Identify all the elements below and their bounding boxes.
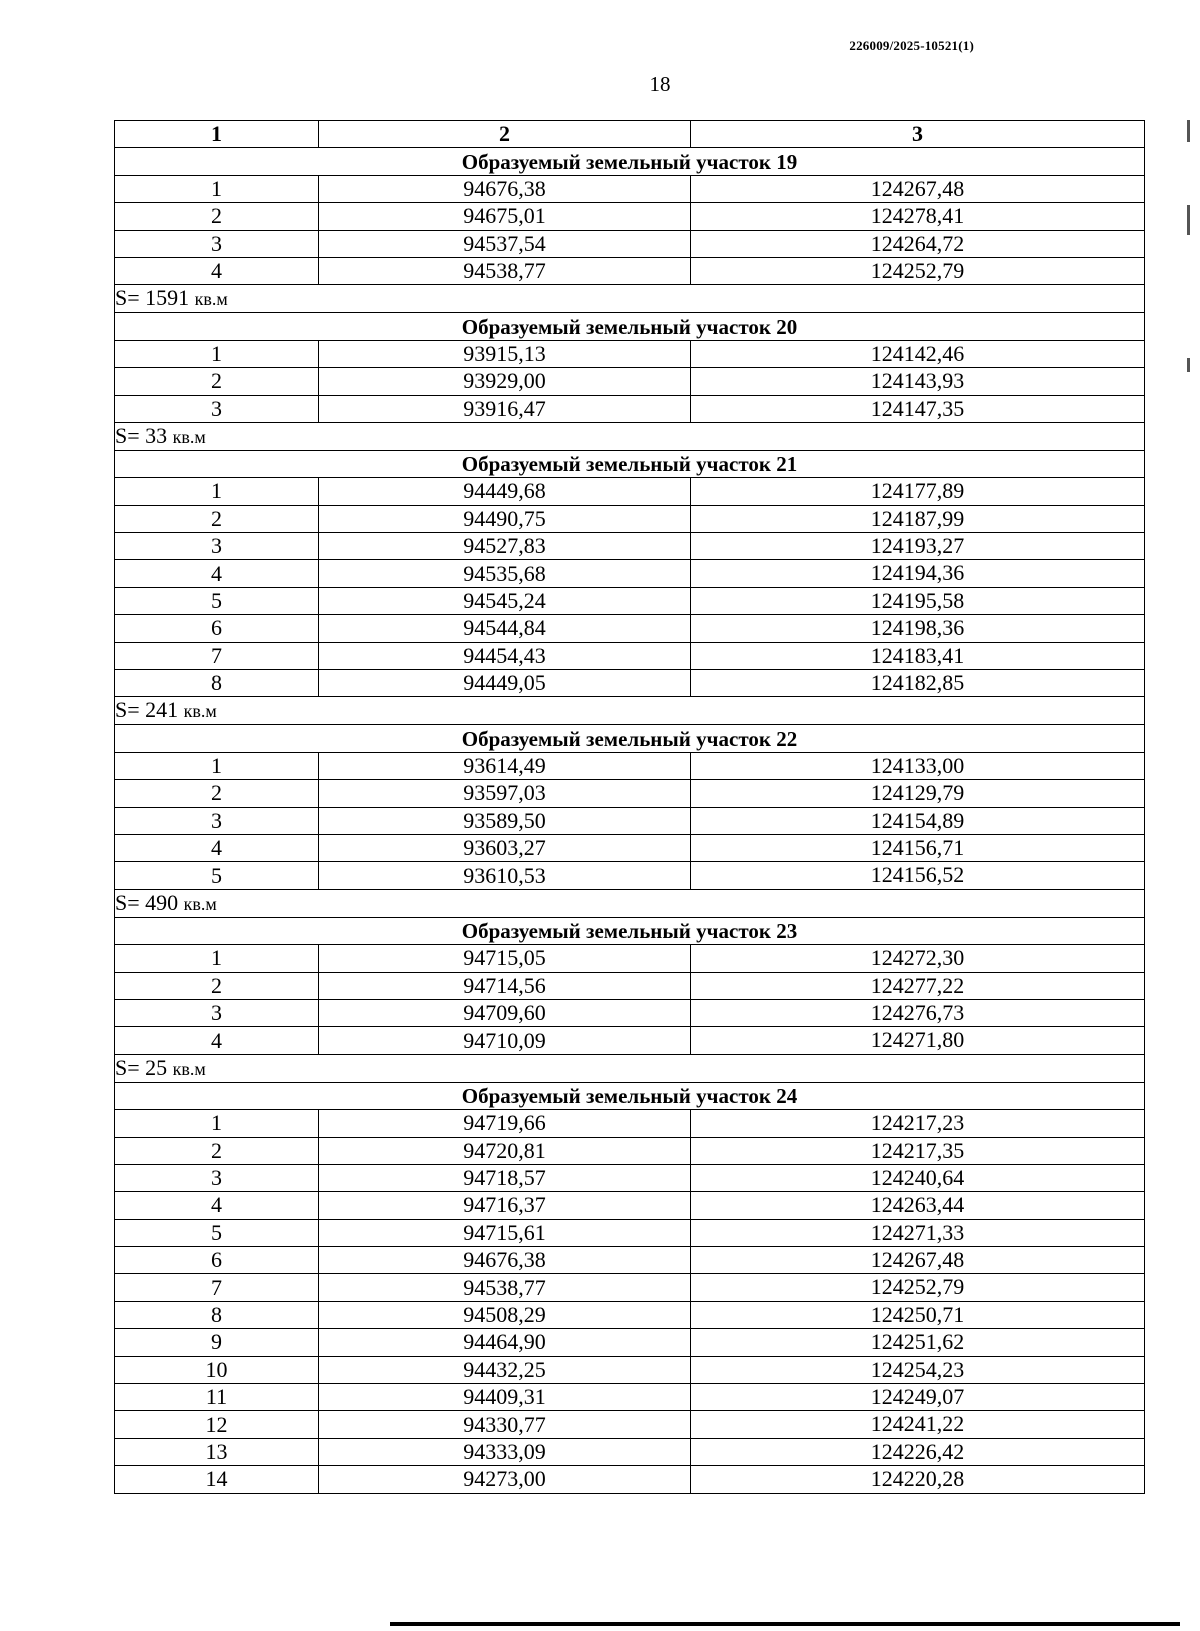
table-row [115,478,1145,505]
x-coordinate-cell: 94537,54 [319,230,691,257]
table-row [115,203,1145,230]
y-coordinate-cell: 124249,07 [691,1384,1145,1411]
x-coordinate-cell: 94714,56 [319,972,691,999]
y-coordinate-cell: 124217,35 [691,1137,1145,1164]
scan-bottom-edge [390,1622,1180,1626]
point-number-cell: 6 [115,615,319,642]
area-cell [115,422,1145,450]
x-coordinate-cell: 94535,68 [319,560,691,587]
table-row [115,1027,1145,1054]
area-row [115,697,1145,725]
area-cell [115,1054,1145,1082]
x-coordinate-cell: 94545,24 [319,587,691,614]
table-row [115,1384,1145,1411]
x-coordinate-cell: 93614,49 [319,752,691,779]
section-title: Образуемый земельный участок 22 [115,725,1145,752]
scan-edge-mark [1187,120,1190,142]
y-coordinate-cell: 124250,71 [691,1301,1145,1328]
y-coordinate-cell: 124267,48 [691,175,1145,202]
y-coordinate-cell: 124254,23 [691,1356,1145,1383]
section-title: Образуемый земельный участок 21 [115,450,1145,477]
table-row [115,780,1145,807]
point-number-cell: 1 [115,478,319,505]
section-title-row [115,450,1145,477]
table-row [115,1301,1145,1328]
section-title: Образуемый земельный участок 24 [115,1082,1145,1109]
table-row [115,1110,1145,1137]
point-number-cell: 13 [115,1438,319,1465]
table-row [115,972,1145,999]
table-row [115,230,1145,257]
y-coordinate-cell: 124220,28 [691,1466,1145,1493]
y-coordinate-cell: 124156,71 [691,834,1145,861]
point-number-cell: 2 [115,203,319,230]
column-header-y: 3 [691,121,1145,148]
document-id: 226009/2025-10521(1) [849,38,974,53]
table-row [115,752,1145,779]
x-coordinate-cell: 94709,60 [319,999,691,1026]
section-title: Образуемый земельный участок 19 [115,148,1145,175]
area-value: S= 1591 [115,285,190,311]
point-number-cell: 1 [115,752,319,779]
x-coordinate-cell: 94676,38 [319,175,691,202]
area-cell [115,697,1145,725]
point-number-cell: 1 [115,945,319,972]
y-coordinate-cell: 124272,30 [691,945,1145,972]
area-value: S= 241 [115,697,179,723]
y-coordinate-cell: 124240,64 [691,1164,1145,1191]
point-number-cell: 7 [115,1274,319,1301]
y-coordinate-cell: 124143,93 [691,368,1145,395]
scan-edge-mark [1187,358,1190,372]
table-row [115,533,1145,560]
area-value: S= 33 [115,422,168,448]
area-cell [115,889,1145,917]
section-title-row [115,313,1145,340]
point-number-cell: 5 [115,862,319,889]
y-coordinate-cell: 124271,80 [691,1027,1145,1054]
x-coordinate-cell: 94716,37 [319,1192,691,1219]
y-coordinate-cell: 124177,89 [691,478,1145,505]
scan-edge-mark [1187,205,1190,235]
x-coordinate-cell: 94720,81 [319,1137,691,1164]
table-row [115,862,1145,889]
x-coordinate-cell: 93589,50 [319,807,691,834]
column-header-x: 2 [319,121,691,148]
x-coordinate-cell: 93603,27 [319,834,691,861]
table-row [115,642,1145,669]
table-row [115,834,1145,861]
point-number-cell: 9 [115,1329,319,1356]
x-coordinate-cell: 93929,00 [319,368,691,395]
area-cell [115,285,1145,313]
table-row [115,1329,1145,1356]
y-coordinate-cell: 124264,72 [691,230,1145,257]
point-number-cell: 2 [115,972,319,999]
point-number-cell: 10 [115,1356,319,1383]
column-header-point: 1 [115,121,319,148]
y-coordinate-cell: 124198,36 [691,615,1145,642]
x-coordinate-cell: 94544,84 [319,615,691,642]
x-coordinate-cell: 94409,31 [319,1384,691,1411]
table-row [115,505,1145,532]
y-coordinate-cell: 124154,89 [691,807,1145,834]
y-coordinate-cell: 124277,22 [691,972,1145,999]
table-row [115,999,1145,1026]
y-coordinate-cell: 124183,41 [691,642,1145,669]
y-coordinate-cell: 124217,23 [691,1110,1145,1137]
table-row [115,1411,1145,1438]
y-coordinate-cell: 124142,46 [691,340,1145,367]
area-unit: кв.м [172,426,206,447]
y-coordinate-cell: 124252,79 [691,1274,1145,1301]
point-number-cell: 3 [115,230,319,257]
area-unit: кв.м [194,289,228,310]
point-number-cell: 3 [115,999,319,1026]
table-row [115,1192,1145,1219]
x-coordinate-cell: 94333,09 [319,1438,691,1465]
x-coordinate-cell: 94508,29 [319,1301,691,1328]
point-number-cell: 3 [115,807,319,834]
x-coordinate-cell: 94718,57 [319,1164,691,1191]
point-number-cell: 14 [115,1466,319,1493]
point-number-cell: 3 [115,1164,319,1191]
section-title-row [115,917,1145,944]
x-coordinate-cell: 93610,53 [319,862,691,889]
point-number-cell: 8 [115,670,319,697]
x-coordinate-cell: 94715,61 [319,1219,691,1246]
table-row [115,1219,1145,1246]
section-title-row [115,1082,1145,1109]
y-coordinate-cell: 124271,33 [691,1219,1145,1246]
point-number-cell: 4 [115,1192,319,1219]
x-coordinate-cell: 94715,05 [319,945,691,972]
area-row [115,1054,1145,1082]
coordinates-table [114,120,1145,1494]
x-coordinate-cell: 93915,13 [319,340,691,367]
point-number-cell: 7 [115,642,319,669]
y-coordinate-cell: 124193,27 [691,533,1145,560]
point-number-cell: 4 [115,834,319,861]
point-number-cell: 5 [115,587,319,614]
x-coordinate-cell: 93916,47 [319,395,691,422]
y-coordinate-cell: 124194,36 [691,560,1145,587]
y-coordinate-cell: 124251,62 [691,1329,1145,1356]
y-coordinate-cell: 124252,79 [691,257,1145,284]
section-title-row [115,725,1145,752]
x-coordinate-cell: 94449,05 [319,670,691,697]
area-value: S= 490 [115,889,179,915]
point-number-cell: 1 [115,175,319,202]
y-coordinate-cell: 124241,22 [691,1411,1145,1438]
section-title: Образуемый земельный участок 23 [115,917,1145,944]
y-coordinate-cell: 124195,58 [691,587,1145,614]
table-header [115,121,1145,148]
table-row [115,1466,1145,1493]
y-coordinate-cell: 124156,52 [691,862,1145,889]
point-number-cell: 3 [115,395,319,422]
x-coordinate-cell: 94432,25 [319,1356,691,1383]
section-title-row [115,148,1145,175]
y-coordinate-cell: 124129,79 [691,780,1145,807]
header-row [115,121,1145,148]
area-unit: кв.м [172,1058,206,1079]
table-row [115,1164,1145,1191]
table-row [115,1356,1145,1383]
y-coordinate-cell: 124276,73 [691,999,1145,1026]
point-number-cell: 1 [115,1110,319,1137]
table-row [115,1438,1145,1465]
x-coordinate-cell: 94449,68 [319,478,691,505]
y-coordinate-cell: 124182,85 [691,670,1145,697]
table-row [115,340,1145,367]
point-number-cell: 12 [115,1411,319,1438]
table-row [115,1247,1145,1274]
y-coordinate-cell: 124187,99 [691,505,1145,532]
point-number-cell: 2 [115,505,319,532]
point-number-cell: 8 [115,1301,319,1328]
x-coordinate-cell: 94273,00 [319,1466,691,1493]
area-unit: кв.м [183,893,217,914]
table-row [115,1274,1145,1301]
x-coordinate-cell: 94538,77 [319,257,691,284]
y-coordinate-cell: 124267,48 [691,1247,1145,1274]
page-number: 18 [649,72,671,96]
point-number-cell: 4 [115,560,319,587]
point-number-cell: 1 [115,340,319,367]
table-row [115,175,1145,202]
point-number-cell: 3 [115,533,319,560]
point-number-cell: 5 [115,1219,319,1246]
x-coordinate-cell: 94527,83 [319,533,691,560]
x-coordinate-cell: 94464,90 [319,1329,691,1356]
table-row [115,945,1145,972]
x-coordinate-cell: 93597,03 [319,780,691,807]
point-number-cell: 4 [115,257,319,284]
point-number-cell: 4 [115,1027,319,1054]
table-row [115,395,1145,422]
table-row [115,368,1145,395]
area-row [115,422,1145,450]
table-body [115,148,1145,1493]
area-unit: кв.м [183,701,217,722]
x-coordinate-cell: 94330,77 [319,1411,691,1438]
y-coordinate-cell: 124147,35 [691,395,1145,422]
point-number-cell: 11 [115,1384,319,1411]
y-coordinate-cell: 124226,42 [691,1438,1145,1465]
table-row [115,615,1145,642]
table-row [115,560,1145,587]
section-title: Образуемый земельный участок 20 [115,313,1145,340]
area-row [115,889,1145,917]
y-coordinate-cell: 124278,41 [691,203,1145,230]
x-coordinate-cell: 94490,75 [319,505,691,532]
point-number-cell: 6 [115,1247,319,1274]
x-coordinate-cell: 94710,09 [319,1027,691,1054]
point-number-cell: 2 [115,368,319,395]
point-number-cell: 2 [115,780,319,807]
y-coordinate-cell: 124133,00 [691,752,1145,779]
table-row [115,807,1145,834]
x-coordinate-cell: 94675,01 [319,203,691,230]
area-row [115,285,1145,313]
table-row [115,670,1145,697]
table-row [115,257,1145,284]
x-coordinate-cell: 94454,43 [319,642,691,669]
area-value: S= 25 [115,1054,168,1080]
table-row [115,1137,1145,1164]
x-coordinate-cell: 94719,66 [319,1110,691,1137]
x-coordinate-cell: 94676,38 [319,1247,691,1274]
y-coordinate-cell: 124263,44 [691,1192,1145,1219]
x-coordinate-cell: 94538,77 [319,1274,691,1301]
point-number-cell: 2 [115,1137,319,1164]
table-row [115,587,1145,614]
